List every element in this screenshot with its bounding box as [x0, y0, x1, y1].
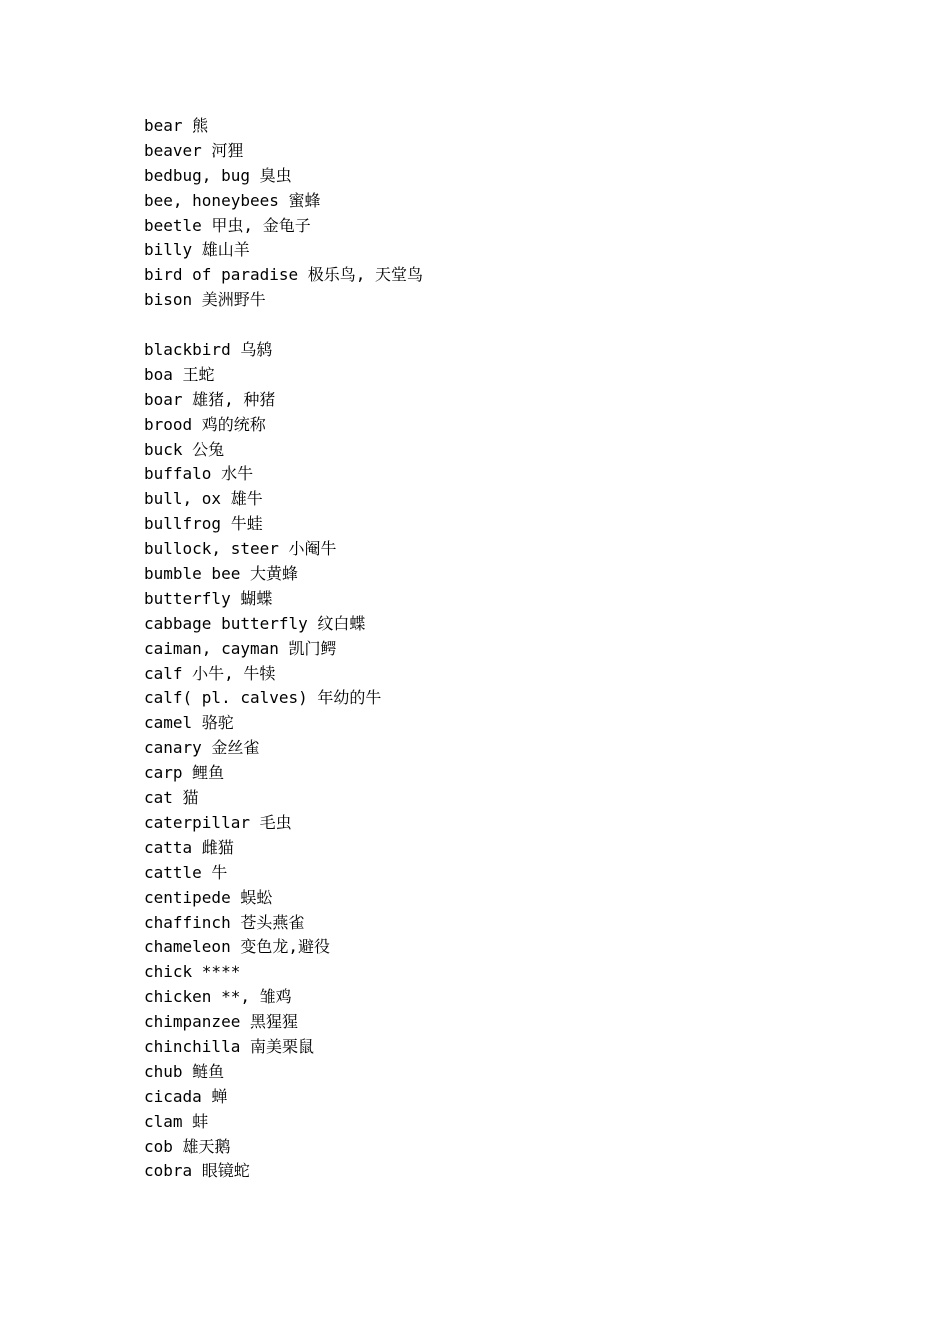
list-item: cabbage butterfly 纹白蝶: [144, 613, 366, 633]
list-item: chameleon 变色龙,避役: [144, 937, 330, 957]
list-item: chinchilla 南美栗鼠: [144, 1036, 314, 1056]
list-item: camel 骆驼: [144, 713, 234, 733]
list-item: centipede 蜈蚣: [144, 887, 273, 907]
list-item: bedbug, bug 臭虫: [144, 165, 292, 185]
list-item: caterpillar 毛虫: [144, 812, 292, 832]
list-item: chub 鲢鱼: [144, 1061, 225, 1081]
list-item: bird of paradise 极乐鸟, 天堂鸟: [144, 265, 424, 285]
list-item: boar 雄猪, 种猪: [144, 389, 276, 409]
list-item: chick ****: [144, 962, 241, 982]
list-item: butterfly 蝴蝶: [144, 588, 273, 608]
list-item: bee, honeybees 蜜蜂: [144, 190, 321, 210]
list-item: cattle 牛: [144, 862, 228, 882]
list-item: cob 雄天鹅: [144, 1136, 231, 1156]
list-item: buck 公兔: [144, 439, 225, 459]
list-item: brood 鸡的统称: [144, 414, 266, 434]
list-item: beaver 河狸: [144, 140, 244, 160]
list-item: clam 蚌: [144, 1111, 209, 1131]
list-item: bison 美洲野牛: [144, 290, 266, 310]
vocabulary-list: [144, 114, 423, 1184]
list-item: beetle 甲虫, 金龟子: [144, 215, 311, 235]
list-item: bullfrog 牛蛙: [144, 514, 263, 534]
list-item: cobra 眼镜蛇: [144, 1161, 250, 1181]
list-item: calf 小牛, 牛犊: [144, 663, 276, 683]
list-item: bumble bee 大黄蜂: [144, 564, 298, 584]
list-item: carp 鲤鱼: [144, 763, 225, 783]
list-item: bullock, steer 小阉牛: [144, 539, 337, 559]
list-item: cat 猫: [144, 788, 199, 808]
list-item: buffalo 水牛: [144, 464, 254, 484]
list-item: catta 雌猫: [144, 837, 234, 857]
list-item: bear 熊: [144, 116, 209, 135]
list-item: blackbird 乌鸫: [144, 340, 273, 360]
list-item: billy 雄山羊: [144, 240, 250, 260]
list-item: chicken **, 雏鸡: [144, 987, 292, 1007]
list-item: chaffinch 苍头燕雀: [144, 912, 305, 932]
blank-line: [144, 313, 423, 338]
list-item: chimpanzee 黑猩猩: [144, 1012, 298, 1032]
list-item: cicada 蝉: [144, 1086, 228, 1106]
list-item: canary 金丝雀: [144, 738, 260, 758]
list-item: calf( pl. calves) 年幼的牛: [144, 688, 382, 708]
list-item: bull, ox 雄牛: [144, 489, 263, 509]
list-item: boa 王蛇: [144, 364, 215, 384]
list-item: caiman, cayman 凯门鳄: [144, 638, 337, 658]
